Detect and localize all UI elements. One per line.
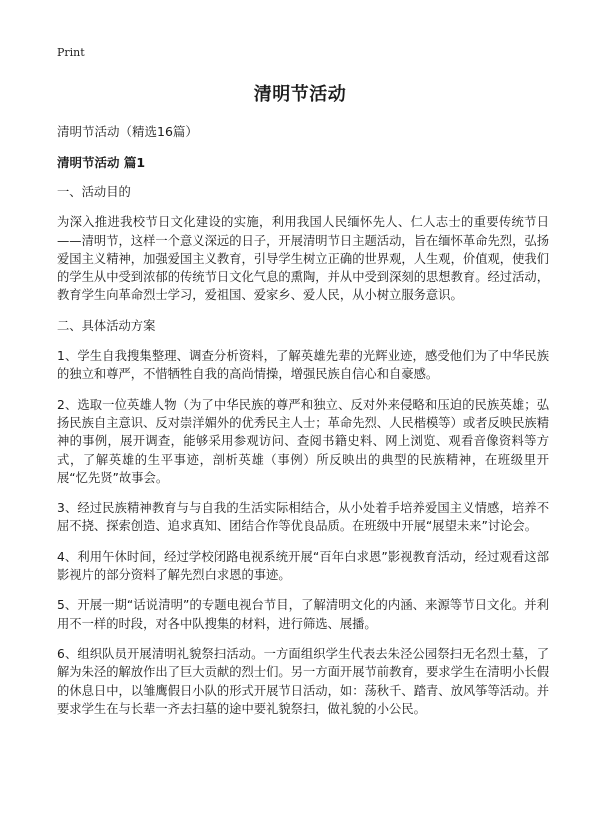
document-subtitle: 清明节活动（精选16篇） — [57, 124, 198, 139]
section-heading: 清明节活动 篇1 — [57, 155, 146, 170]
paragraph-item-1: 1、学生自我搜集整理、调查分析资料，了解英雄先辈的光辉业迹，感受他们为了中华民族的独立和尊严，不惜牺牲自我的高尚情操，增强民族自信心和自豪感。 — [57, 349, 549, 382]
paragraph-heading-purpose: 一、活动目的 — [57, 185, 131, 199]
page-title: 清明节活动 — [253, 84, 347, 105]
paragraph-purpose: 为深入推进我校节日文化建设的实施，利用我国人民缅怀先人、仁人志士的重要传统节日——清明节，这样一个意义深远的日子，开展清明节日主题活动，旨在缅怀革命先烈，弘扬爱国主义精神，加强爱国主义教育，引导学生树立正确的世界观，人生观，价值观，使我们的学生从中受到浓郁的传统节日文化气息的熏陶，并从中受到深刻的思想教育。经过活动，教育学生向革命烈士学习，爱祖国、爱家乡、爱人民，从小树立服务意识。 — [57, 215, 549, 303]
print-link[interactable]: Print — [57, 46, 85, 59]
paragraph-item-3: 3、经过民族精神教育与与自我的生活实际相结合，从小处着手培养爱国主义情感，培养不屈不挠、探索创造、追求真知、团结合作等优良品质。在班级中开展“展望未来”讨论会。 — [57, 501, 549, 534]
paragraph-item-2: 2、选取一位英雄人物（为了中华民族的尊严和独立、反对外来侵略和压迫的民族英雄；弘扬民族自主意识、反对崇洋媚外的优秀民主人士；革命先烈、人民楷模等）或者反映民族精神的事例，展开调查，能够采用参观访问、查阅书籍史料、网上浏览、观看音像资料等方式，了解英雄的生平事迹，剖析英雄（事例）所反映出的典型的民族精神，在班级里开展“忆先贤”故事会。 — [57, 397, 549, 485]
paragraph-item-5: 5、开展一期“话说清明”的专题电视台节目，了解清明文化的内涵、来源等节日文化。并利用不一样的时段，对各中队搜集的材料，进行筛选、展播。 — [57, 598, 549, 631]
paragraph-item-4: 4、利用午休时间，经过学校闭路电视系统开展“百年白求恩”影视教育活动，经过观看这部影视片的部分资料了解先烈白求恩的事迹。 — [57, 549, 549, 583]
paragraph-item-6: 6、组织队员开展清明礼貌祭扫活动。一方面组织学生代表去朱泾公园祭扫无名烈士墓，了解为朱泾的解放作出了巨大贡献的烈士们。另一方面开展节前教育，要求学生在清明小长假的休息日中，以雏鹰假日小队的形式开展节日活动，如：荡秋千、踏青、放风筝等活动。并要求学生在与长辈一齐去扫墓的途中要礼貌祭扫，做礼貌的小公民。 — [57, 646, 549, 716]
document-body — [57, 183, 549, 730]
paragraph-heading-plan: 二、具体活动方案 — [57, 318, 156, 333]
